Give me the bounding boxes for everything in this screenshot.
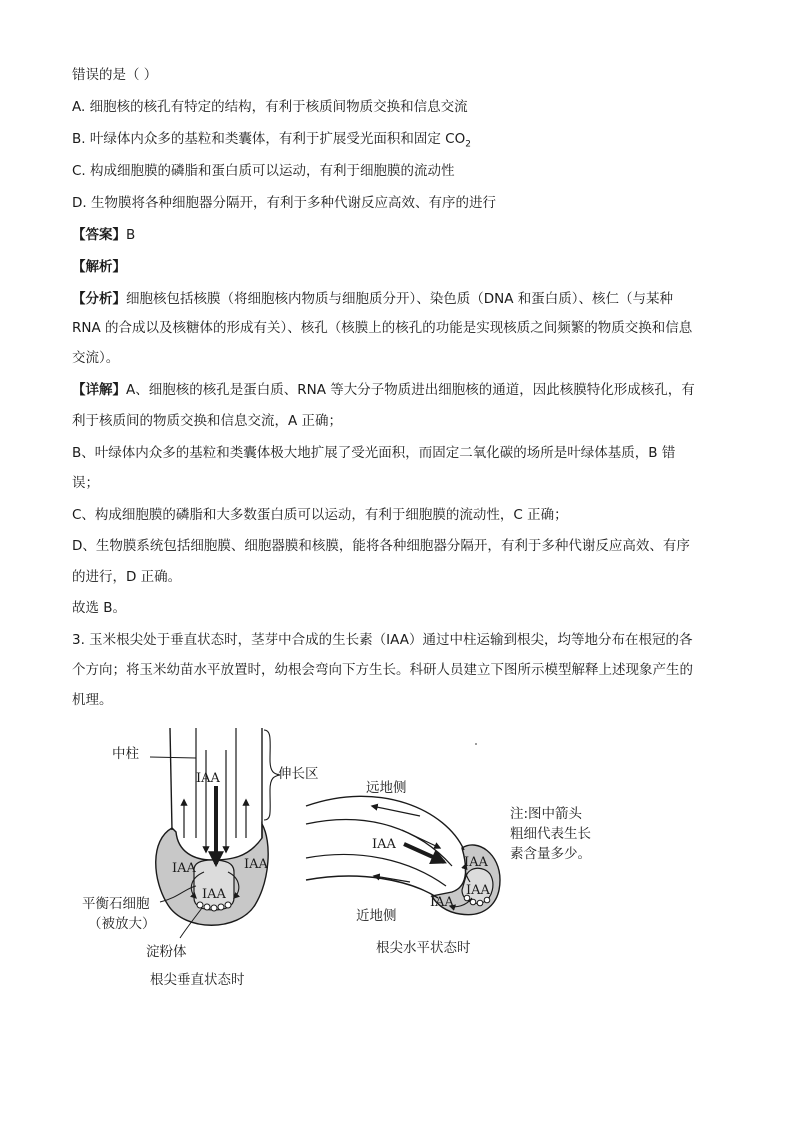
fenxi-line-2: RNA 的合成以及核糖体的形成有关）、核孔（核膜上的核孔的功能是实现核质之间频繁的物质交换和信息 <box>72 320 693 336</box>
xiangjie-line-4: 误； <box>72 475 99 491</box>
xiangjie-line-6: D、生物膜系统包括细胞膜、细胞器膜和核膜，能将各种细胞器分隔开，有利于多种代谢反应高效、有序 <box>72 538 690 554</box>
growth-arrow-lower <box>374 876 410 882</box>
label-zhongzhu: 中柱 <box>112 746 139 762</box>
iaa-label-horizontal-statocyte: IAA <box>466 883 490 898</box>
stele-lower <box>306 854 446 886</box>
iaa-label-stele: IAA <box>196 771 220 786</box>
label-dianfenti: 淀粉体 <box>146 944 187 960</box>
caption-horizontal: 根尖水平状态时 <box>376 940 471 956</box>
question3-line-2: 个方向；将玉米幼苗水平放置时，幼根会弯向下方生长。科研人员建立下图所示模型解释上述现象产生的 <box>72 662 693 678</box>
label-shenzhangqu: 伸长区 <box>278 766 319 782</box>
stray-dot <box>475 743 477 745</box>
answer-value: B <box>126 227 136 243</box>
xiangjie-line-7: 的进行，D 正确。 <box>72 569 182 585</box>
option-text: 生物膜将各种细胞器分隔开，有利于多种代谢反应高效、有序的进行 <box>90 195 496 211</box>
lower-wall <box>306 876 438 898</box>
iaa-label-horizontal-upper: IAA <box>464 855 488 870</box>
note-line-3: 素含量多少。 <box>510 846 591 862</box>
xiangjie-line-3: B、叶绿体内众多的基粒和类囊体极大地扩展了受光面积，而固定二氧化碳的场所是叶绿体基质，B 错 <box>72 445 676 461</box>
option-letter: A. <box>72 99 86 115</box>
option-letter: C. <box>72 163 86 179</box>
xiangjie-label: 【详解】 <box>72 382 126 398</box>
iaa-label-cap-left: IAA <box>172 861 196 876</box>
option-text: 叶绿体内众多的基粒和类囊体，有利于扩展受光面积和固定 CO <box>89 131 466 147</box>
fenxi-label: 【分析】 <box>72 291 126 307</box>
option-text: 构成细胞膜的磷脂和蛋白质可以运动，有利于细胞膜的流动性 <box>90 163 455 179</box>
vertical-root-figure <box>82 728 319 988</box>
iaa-label-horizontal-lower: IAA <box>430 895 454 910</box>
zhongzhu-leader <box>150 757 196 758</box>
label-yuandi: 远地侧 <box>366 780 407 796</box>
question3-line-1: 3. 玉米根尖处于垂直状态时，茎芽中合成的生长素（IAA）通过中柱运输到根尖，均等地分布在根冠的各 <box>72 632 693 648</box>
fenxi-text: 细胞核包括核膜（将细胞核内物质与细胞质分开）、染色质（DNA 和蛋白质）、核仁（与某种 <box>126 291 674 307</box>
option-a <box>72 97 468 117</box>
label-jindi: 近地侧 <box>356 908 397 924</box>
horizontal-root-figure <box>306 743 591 956</box>
option-c <box>72 161 455 181</box>
option-d <box>72 193 496 213</box>
fenxi-line-1 <box>72 289 673 309</box>
answer-line <box>72 225 135 245</box>
caption-vertical: 根尖垂直状态时 <box>150 972 245 988</box>
root-tip-diagram <box>0 720 794 1000</box>
fenxi-line-3: 交流）。 <box>72 350 120 366</box>
question-stem-tail: 错误的是（ ） <box>72 67 158 83</box>
iaa-label-cap-right: IAA <box>244 857 268 872</box>
iaa-label-statocyte: IAA <box>202 887 226 902</box>
iaa-label-horizontal-stele: IAA <box>372 837 396 852</box>
xiangjie-line-2: 利于核质间的物质交换和信息交流，A 正确； <box>72 413 343 429</box>
option-text: 细胞核的核孔有特定的结构，有利于核质间物质交换和信息交流 <box>89 99 468 115</box>
vertical-root-wall-left <box>170 728 172 830</box>
note-line-1: 注:图中箭头 <box>510 806 583 822</box>
option-letter: D. <box>72 195 87 211</box>
option-b <box>72 129 471 155</box>
answer-label: 【答案】 <box>72 227 126 243</box>
growth-arrow-upper <box>372 806 420 816</box>
option-letter: B. <box>72 131 86 147</box>
analysis-label: 【解析】 <box>72 259 126 275</box>
xiangjie-text: A、细胞核的核孔是蛋白质、RNA 等大分子物质进出细胞核的通道，因此核膜特化形成核孔，有 <box>126 382 695 398</box>
label-beifangda: （被放大） <box>88 916 156 932</box>
label-pinghengshi: 平衡石细胞 <box>82 896 150 912</box>
xiangjie-line-5: C、构成细胞膜的磷脂和大多数蛋白质可以运动，有利于细胞膜的流动性，C 正确； <box>72 507 568 523</box>
conclusion-line: 故选 B。 <box>72 600 127 616</box>
question3-line-3: 机理。 <box>72 692 113 708</box>
xiangjie-line-1 <box>72 380 695 400</box>
co2-subscript: 2 <box>465 139 471 150</box>
note-line-2: 粗细代表生长 <box>510 826 591 842</box>
